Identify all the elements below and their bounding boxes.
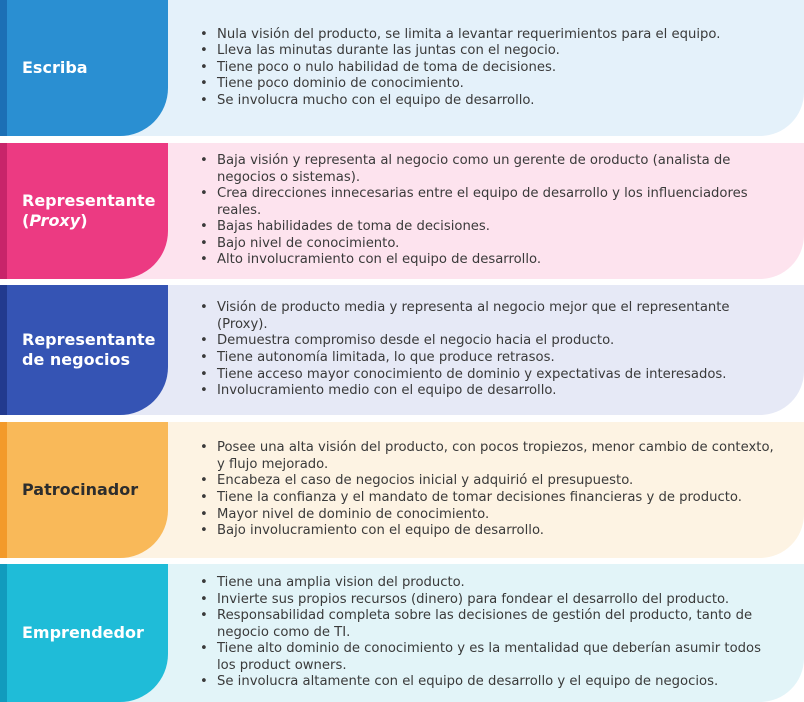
list-item: • Tiene autonomía limitada, lo que produce retrasos. xyxy=(200,350,555,365)
item-list xyxy=(200,285,774,415)
bullet-icon: • xyxy=(200,366,208,382)
list-item: • Tiene una amplia vision del producto. xyxy=(200,574,465,590)
item-list xyxy=(200,143,774,279)
bullet-icon: • xyxy=(200,43,208,59)
bullet-icon: • xyxy=(200,26,208,42)
bullet-icon: • xyxy=(200,235,208,251)
item-list xyxy=(200,564,774,702)
list-item: • Invierte sus propios recursos (dinero) para fondear el desarrollo del producto. xyxy=(200,591,730,607)
list-item: • Nula visión del producto, se limita a levantar requerimientos para el equipo. xyxy=(200,26,721,42)
accent-bar xyxy=(0,564,7,702)
list-item: • Encabeza el caso de negocios inicial y adquirió el presupuesto. xyxy=(200,473,634,489)
list-item: • Demuestra compromiso desde el negocio hacia el producto. xyxy=(200,333,615,349)
accent-bar xyxy=(0,422,7,558)
bullet-icon: • xyxy=(200,506,208,522)
label-patrocinador xyxy=(0,422,168,558)
bullet-icon: • xyxy=(200,59,208,75)
item-list xyxy=(200,422,774,558)
bullet-icon: • xyxy=(200,219,208,235)
label-text: Emprendedor xyxy=(22,623,144,642)
bullet-icon: • xyxy=(200,300,208,316)
bullet-icon: • xyxy=(200,76,208,92)
list-item: • Tiene alto dominio de conocimiento y es la mentalidad que deberían asumir todos los product owners. xyxy=(200,641,761,673)
list-item: • Bajo involucramiento con el equipo de desarrollo. xyxy=(200,523,544,539)
bullet-icon: • xyxy=(200,350,208,365)
list-item: • Se involucra mucho con el equipo de desarrollo. xyxy=(200,92,535,108)
bullet-icon: • xyxy=(200,152,208,168)
list-item: • Alto involucramiento con el equipo de desarrollo. xyxy=(200,252,542,268)
list-item: • Visión de producto media y representa al negocio mejor que el representante (Proxy). xyxy=(200,300,730,332)
row-escriba xyxy=(0,0,804,136)
item-list xyxy=(200,0,774,136)
list-item: • Crea direcciones innecesarias entre el equipo de desarrollo y los influenciadores reales. xyxy=(200,186,748,218)
bullet-icon: • xyxy=(200,186,208,202)
bullet-icon: • xyxy=(200,523,208,539)
label-text: Escriba xyxy=(22,58,88,77)
bullet-icon: • xyxy=(200,674,208,690)
accent-bar xyxy=(0,285,7,415)
bullet-icon: • xyxy=(200,473,208,489)
row-representante-proxy xyxy=(0,143,804,279)
list-item: • Baja visión y representa al negocio como un gerente de oroducto (analista de negocios o sistemas). xyxy=(200,152,731,185)
row-representante-negocios xyxy=(0,285,804,415)
list-item: • Mayor nivel de dominio de conocimiento. xyxy=(200,506,490,522)
row-patrocinador xyxy=(0,422,804,558)
list-item: • Tiene poco dominio de conocimiento. xyxy=(200,76,464,92)
label-escriba xyxy=(0,0,168,136)
label-text: Representante de negocios xyxy=(22,330,156,369)
list-item: • Tiene poco o nulo habilidad de toma de decisiones. xyxy=(200,59,557,75)
list-item: • Bajas habilidades de toma de decisiones. xyxy=(200,219,490,235)
bullet-icon: • xyxy=(200,574,208,590)
label-representante-negocios xyxy=(0,285,168,415)
list-item: • Bajo nivel de conocimiento. xyxy=(200,235,400,251)
list-item: • Tiene la confianza y el mandato de tomar decisiones financieras y de producto. xyxy=(200,490,742,505)
bullet-icon: • xyxy=(200,92,208,108)
label-text: Patrocinador xyxy=(22,480,139,499)
list-item: • Responsabilidad completa sobre las decisiones de gestión del producto, tanto de negocio como de TI. xyxy=(200,608,753,640)
list-item: • Lleva las minutas durante las juntas con el negocio. xyxy=(200,43,560,59)
list-item: • Tiene acceso mayor conocimiento de dominio y expectativas de interesados. xyxy=(200,366,727,382)
list-item: • Involucramiento medio con el equipo de desarrollo. xyxy=(200,383,557,399)
bullet-icon: • xyxy=(200,333,208,349)
row-emprendedor xyxy=(0,564,804,702)
accent-bar xyxy=(0,0,7,136)
accent-bar xyxy=(0,143,7,279)
bullet-icon: • xyxy=(200,591,208,607)
bullet-icon: • xyxy=(200,440,208,456)
label-representante-proxy xyxy=(0,143,168,279)
bullet-icon: • xyxy=(200,490,208,505)
label-text: Representante (Proxy) xyxy=(22,191,156,230)
bullet-icon: • xyxy=(200,608,208,624)
list-item: • Se involucra altamente con el equipo de desarrollo y el equipo de negocios. xyxy=(200,674,719,690)
bullet-icon: • xyxy=(200,383,208,399)
bullet-icon: • xyxy=(200,252,208,268)
label-emprendedor xyxy=(0,564,168,702)
bullet-icon: • xyxy=(200,641,208,657)
list-item: • Posee una alta visión del producto, con pocos tropiezos, menor cambio de contexto, y flujo mejorado. xyxy=(200,440,774,472)
